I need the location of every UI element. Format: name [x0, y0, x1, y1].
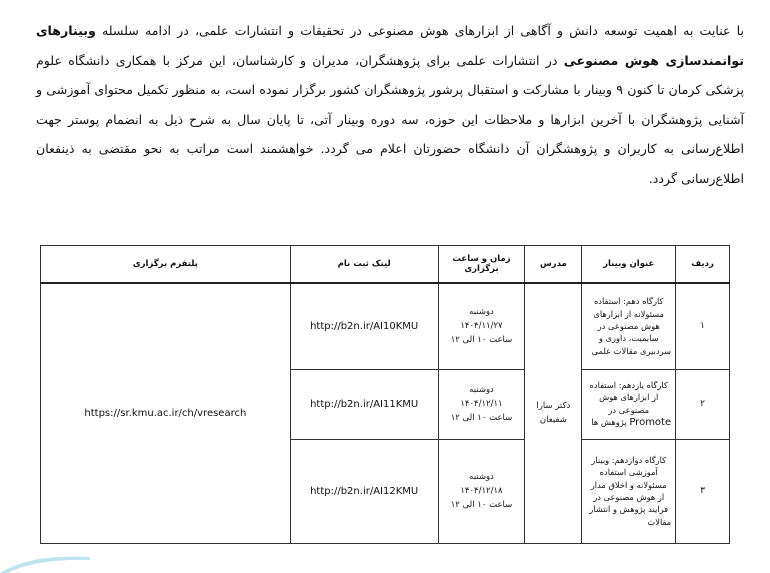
- webinar-day: دوشنبه: [469, 472, 494, 482]
- registration-link[interactable]: http://b2n.ir/AI10KMU: [290, 283, 438, 369]
- intro-bold-series: وبینارهای توانمندسازی هوش مصنوعی: [36, 23, 744, 68]
- decorative-swoosh: [0, 543, 90, 573]
- webinar-datetime: [438, 439, 525, 543]
- row-number: ۱: [676, 283, 730, 369]
- header-datetime: زمان و ساعت برگزاری: [438, 246, 525, 284]
- header-registration-link: لینک ثبت نام: [290, 246, 438, 284]
- registration-link[interactable]: http://b2n.ir/AI12KMU: [290, 439, 438, 543]
- webinar-title: [582, 369, 676, 439]
- header-instructor: مدرس: [525, 246, 582, 284]
- header-webinar-title: عنوان وبینار: [582, 246, 676, 284]
- webinar-date: ۱۴۰۴/۱۱/۲۷: [460, 321, 503, 332]
- webinar-title-latin: Promote: [629, 416, 672, 428]
- intro-paragraph: [36, 16, 744, 193]
- intro-text-part1: با عنایت به اهمیت توسعه دانش و آگاهی از ابزارهای هوش مصنوعی در تحقیقات و انتشارات علمی، در ادامه سلسله: [101, 23, 744, 38]
- header-row-number: ردیف: [676, 246, 730, 284]
- webinar-day: دوشنبه: [469, 385, 494, 395]
- webinar-date: ۱۴۰۴/۱۲/۱۱: [460, 399, 503, 409]
- webinar-date: ۱۴۰۴/۱۲/۱۸: [460, 486, 503, 496]
- webinar-schedule-table: [40, 245, 730, 544]
- row-number: ۲: [676, 369, 730, 439]
- table-row: [41, 283, 730, 369]
- webinar-title-text: کارگاه دهم: استفاده مسئولانه از ابزارهای هوش مصنوعی در سابمیت، داوری و سردبیری مقالات علمی: [591, 296, 672, 356]
- webinar-day: دوشنبه: [469, 307, 494, 318]
- webinar-time: ساعت ۱۰ الی ۱۲: [450, 413, 513, 423]
- webinar-title: [582, 439, 676, 543]
- webinar-time: ساعت ۱۰ الی ۱۲: [450, 335, 513, 346]
- registration-link[interactable]: http://b2n.ir/AI11KMU: [290, 369, 438, 439]
- row-number: ۳: [676, 439, 730, 543]
- platform-link[interactable]: https://sr.kmu.ac.ir/ch/vresearch: [41, 283, 291, 543]
- webinar-datetime: [438, 369, 525, 439]
- instructor-name: دکتر سارا شفیعان: [525, 283, 582, 543]
- webinar-title-text: کارگاه دوازدهم: وبینار آموزشی استفاده مسئولانه و اخلاق مدار از هوش مصنوعی در فرایند پژوهش و انتشار مقالات: [589, 454, 672, 527]
- table-header-row: [41, 246, 730, 284]
- webinar-title-tail: پژوهش ها: [591, 416, 627, 427]
- header-platform: پلتفرم برگزاری: [41, 246, 291, 284]
- webinar-time: ساعت ۱۰ الی ۱۲: [450, 500, 513, 510]
- webinar-title-text: کارگاه یازدهم: استفاده از ابزارهای هوش مصنوعی در: [589, 379, 668, 415]
- intro-text-part2: در انتشارات علمی برای پژوهشگران، مدیران و کارشناسان، این مرکز با همکاری دانشگاه علوم پزشکی کرمان تا کنون ۹ وبینار با مشارکت و استقبال پرشور پژوهشگران کشور برگزار نموده است، به منظور تکمیل محتوای آموزشی و آشنایی پژوهشگران با آخرین ابزارها و ملاحظات این حوزه، سه دوره وبینار آتی، تا پایان سال به شرح ذیل به انضمام پوستر جهت اطلاع‌رسانی به کاربران و پژوهشگران آن دانشگاه حضورتان اعلام می گردد. خواهشمند است مراتب به نحو مقتضی به ذینفعان اطلاع‌رسانی گردد.: [36, 52, 744, 186]
- webinar-title: [582, 283, 676, 369]
- swoosh-shape: [0, 557, 90, 573]
- webinar-datetime: [438, 283, 525, 369]
